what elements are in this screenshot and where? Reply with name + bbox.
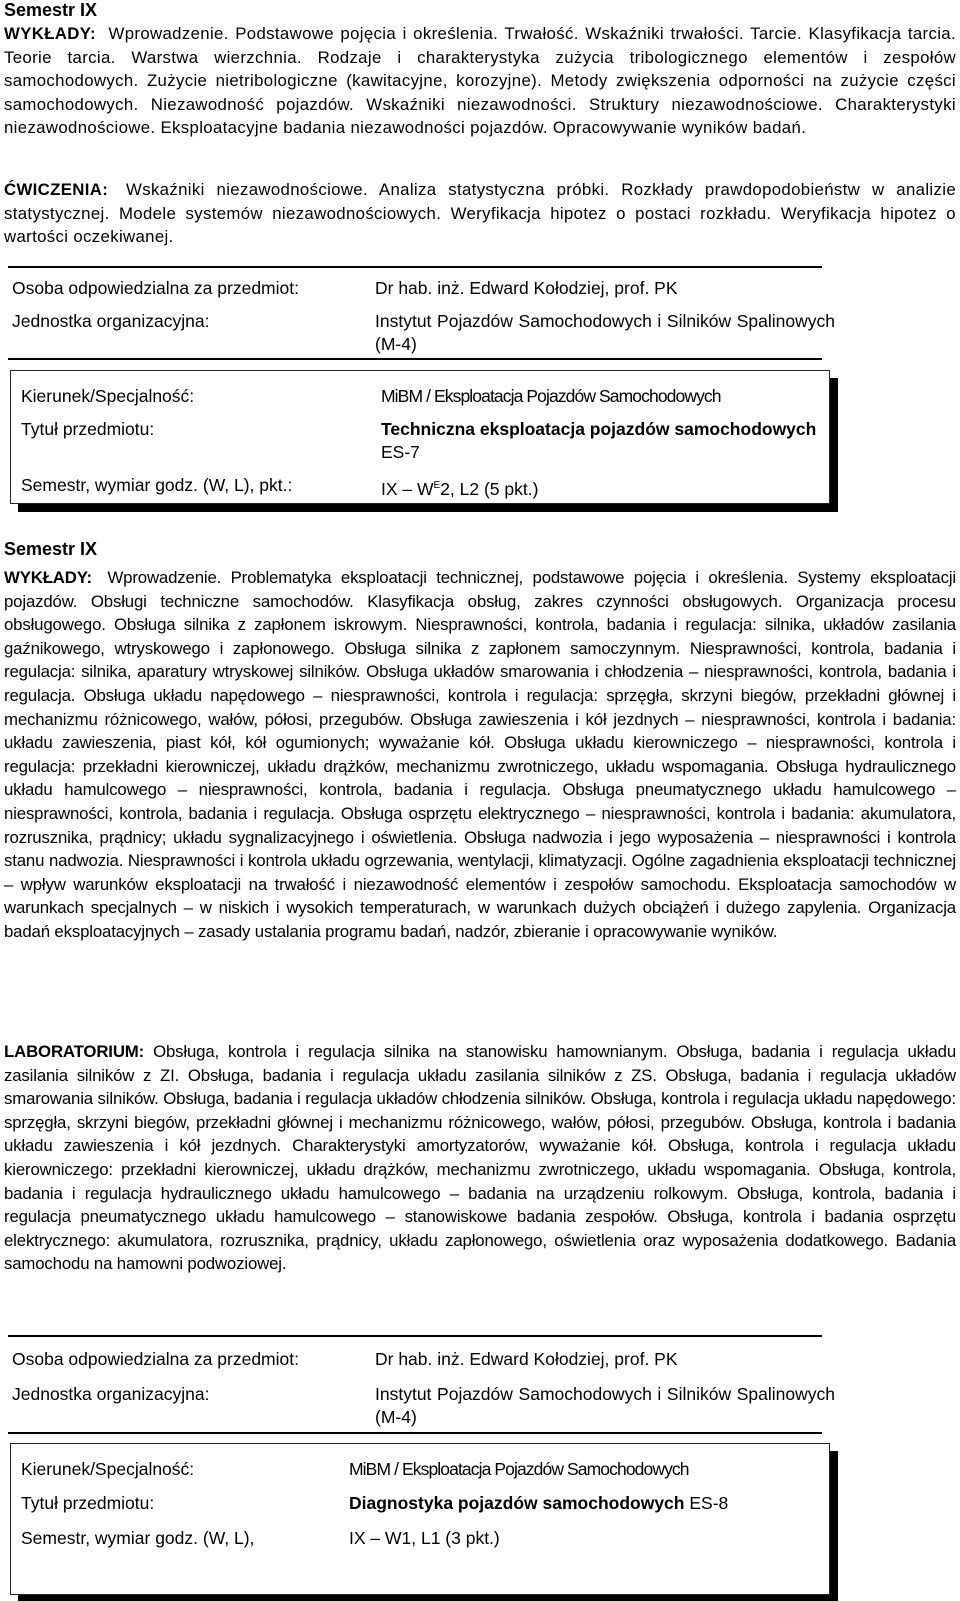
course-title-label: Tytuł przedmiotu: [21,1493,155,1513]
lectures-text: Wprowadzenie. Problematyka eksploatacji technicznej, podstawowe pojęcia i określenia. Systemy eksploatacji pojazdów. Obsługi techniczne samochodów. Klasyfikacja obsług, zakres czynności obsługowych. Organizacja procesu obsługowego. Obsługa silnika z zapłonem iskrowym. Niesprawności, kontrola, badania i regulacja: silnika, układów zasilania gaźnikowego, wtryskowego i zapłonowego. Obsługa silnika z zapłonem samoczynnym. Niesprawności, kontrola, badania i regulacja: silnika, aparatury wtryskowej silników. Obsługa układów smarowania i chłodzenia – niesprawności, kontrola, badania i regulacja. Obsługa układu napędowego – niesprawności, kontrola i regulacja: sprzęgła, skrzyni biegów, przekładni głównej i mechanizmu różnicowego, wałów, półosi, przegubów. Obsługa zawieszenia i kół jezdnych – niesprawności, kontrola i badania: układu zawieszenia, piast kół, kół ogumionych; wyważanie kół. Obsługa układu kierowniczego – niesprawności, kontrola i regulacja: przekładni kierowniczej, układu drążków, mechanizmu zwrotniczego, układu wspomagania. Obsługa hydraulicznego układu hamulcowego – niesprawności, kontrola, badania i regulacja. Obsługa pneumatycznego układu hamulcowego – niesprawności, kontrola, badania i regulacja. Obsługa osprzętu elektrycznego – niesprawności, kontrola i badania: akumulatora, rozrusznika, prądnicy; układu sygnalizacyjnego i oświetlenia. Obsługa nadwozia i jego wyposażenia – niesprawności i kontrola stanu nadwozia. Niesprawności i kontrola układu ogrzewania, wentylacji, klimatyzacji. Ogólne zagadnienia eksploatacji technicznej – wpływ warunków eksploatacji na trwałość i niezawodność elementów i zespołów samochodu. Eksploatacja samochodów w warunkach specjalnych – w niskich i wysokich temperaturach, w warunkach dużych obciążeń i dużego zapylenia. Organizacja badań eksploatacyjnych – zasady ustalania programu badań, nadzór, zbieranie i opracowywanie wyników. [4,568,956,941]
laboratory-label: LABORATORIUM: [4,1042,145,1061]
laboratory-text: Obsługa, kontrola i regulacja silnika na stanowisku hamownianym. Obsługa, badania i regulacja układu zasilania silników z ZI. Obsługa, badania i regulacja układu zasilania silników z ZS. Obsługa, badania i regulacja układów smarowania silników. Obsługa, badania i regulacja układów chłodzenia silników. Obsługa, kontrola i regulacja układu napędowego: sprzęgła, skrzyni biegów, przekładni głównej i mechanizmu różnicowego, wałów, półosi, przegubów. Obsługa, kontrola i badania układu zawieszenia i kół jezdnych. Charakterystyki amortyzatorów, wyważanie kół. Obsługa, kontrola i regulacja układu kierowniczego: przekładni kierowniczej, układu drążków, mechanizmu zwrotniczego, układu wspomagania. Obsługa, kontrola, badania i regulacja hydraulicznego układu hamulcowego – badania na urządzeniu rolkowym. Obsługa, kontrola, badania i regulacja pneumatycznego układu hamulcowego – stanowiskowe badania zespołów. Obsługa, kontrola i badania osprzętu elektrycznego: akumulatora, rozrusznika, prądnicy, układu zapłonowego, oświetlenia oraz wyposażenia dodatkowego. Badania samochodu na hamowni podwoziowej. [4,1042,957,1274]
divider-line [8,1432,822,1434]
divider-line [8,1335,822,1337]
lectures-text: Wprowadzenie. Podstawowe pojęcia i określenia. Trwałość. Wskaźniki trwałości. Tarcie. Klasyfikacja tarcia. Teorie tarcia. Warstwa wierzchnia. Rodzaje i charakterystyka zużycia tribologicznego elementów i zespołów samochodowych. Zużycie nietribologiczne (kawitacyjne, korozyjne). Metody zwiększenia odporności na zużycie części samochodowych. Niezawodność pojazdów. Wskaźniki niezawodności. Struktury niezawodnościowe. Charakterystyki niezawodnościowe. Eksploatacyjne badania niezawodności pojazdów. Opracowywanie wyników badań. [4,24,956,138]
course-title [381,418,821,464]
direction-label: Kierunek/Specjalność: [21,1459,195,1479]
semester-heading: Semestr IX [4,0,98,20]
lectures-label: WYKŁADY: [4,568,92,587]
course-card [10,1443,830,1595]
course-title [349,1492,819,1515]
hours-part-a: IX – W [381,478,434,499]
lectures-paragraph [4,566,956,944]
unit-value: Instytut Pojazdów Samochodowych i Silników Spalinowych (M-4) [375,311,835,354]
unit-label: Jednostka organizacyjna: [12,1384,210,1404]
responsible-value: Dr hab. inż. Edward Kołodziej, prof. PK [375,1349,678,1369]
exam-mark: E [433,480,441,491]
unit-label: Jednostka organizacyjna: [12,311,210,331]
course-code: ES-7 [381,442,420,462]
responsible-label: Osoba odpowiedzialna za przedmiot: [12,1349,299,1369]
course-title-value: Diagnostyka pojazdów samochodowych [349,1493,685,1513]
hours-label: Semestr, wymiar godz. (W, L), [21,1528,255,1548]
course-title-value: Techniczna eksploatacja pojazdów samochodowych [381,419,817,439]
hours-part-b: 2, L2 (5 pkt.) [440,478,539,499]
hours-value: IX – W1, L1 (3 pkt.) [349,1528,500,1548]
unit-value: Instytut Pojazdów Samochodowych i Silników Spalinowych (M-4) [375,1384,835,1427]
direction-value: MiBM / Eksploatacja Pojazdów Samochodowych [349,1459,689,1479]
exercises-text: Wskaźniki niezawodnościowe. Analiza statystyczna próbki. Rozkłady prawdopodobieństw w analizie statystycznej. Modele systemów niezawodnościowych. Weryfikacja hipotez o postaci rozkładu. Weryfikacja hipotez o wartości oczekiwanej. [4,180,956,247]
responsible-label: Osoba odpowiedzialna za przedmiot: [12,278,299,298]
semester-heading: Semestr IX [4,539,98,559]
direction-value: MiBM / Eksploatacja Pojazdów Samochodowych [381,386,721,406]
responsible-value: Dr hab. inż. Edward Kołodziej, prof. PK [375,278,678,298]
course-code: ES-8 [689,1493,729,1513]
exercises-paragraph [4,178,956,249]
course-title-label: Tytuł przedmiotu: [21,419,155,439]
divider-line [8,266,822,268]
exercises-label: ĆWICZENIA: [4,180,109,199]
course-card [10,370,830,504]
hours-value [381,474,821,501]
laboratory-paragraph [4,1040,956,1276]
divider-line [8,358,822,360]
direction-label: Kierunek/Specjalność: [21,386,195,406]
hours-label: Semestr, wymiar godz. (W, L), pkt.: [21,475,293,495]
lectures-paragraph [4,22,956,140]
lectures-label: WYKŁADY: [4,24,96,43]
